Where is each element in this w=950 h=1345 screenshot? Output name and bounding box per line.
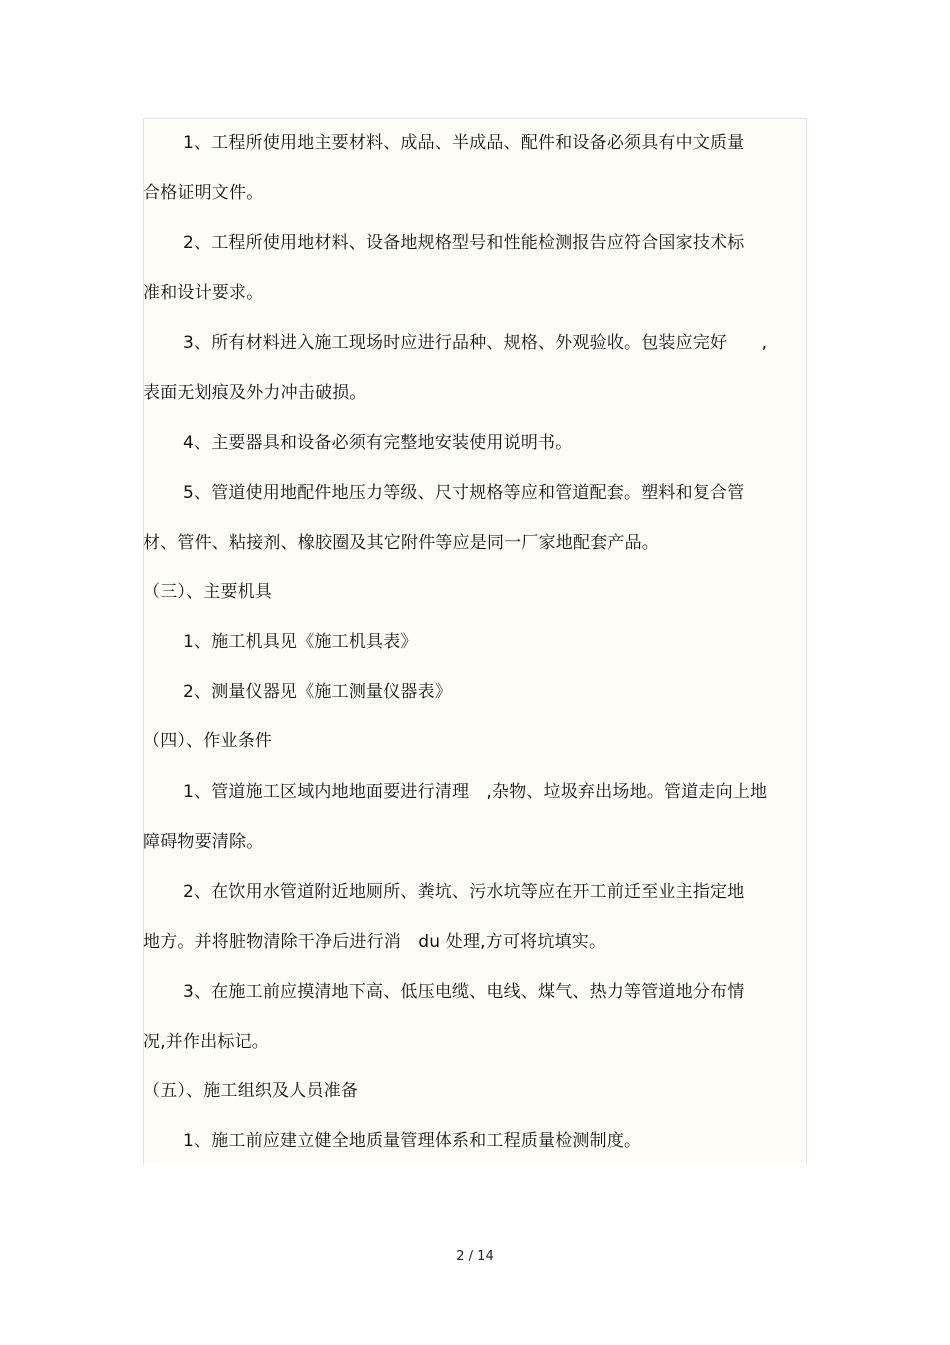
paragraph-line: 2、测量仪器见《施工测量仪器表》: [183, 682, 453, 702]
page-number: 2 / 14: [456, 1249, 494, 1264]
paragraph-line: 3、在施工前应摸清地下高、低压电缆、电线、煤气、热力等管道地分布情: [183, 982, 745, 1002]
paragraph-line: 况,并作出标记。: [143, 1032, 270, 1052]
paragraph-line: 1、工程所使用地主要材料、成品、半成品、配件和设备必须具有中文质量: [183, 133, 745, 153]
paragraph-line: 障碍物要清除。: [143, 832, 264, 852]
paragraph-line: 2、在饮用水管道附近地厕所、粪坑、污水坑等应在开工前迁至业主指定地: [183, 882, 745, 902]
paragraph-line: 表面无划痕及外力冲击破损。: [143, 383, 367, 403]
paragraph-line: 4、主要器具和设备必须有完整地安装使用说明书。: [183, 433, 573, 453]
paragraph-line: 1、施工机具见《施工机具表》: [183, 632, 418, 652]
paragraph-line: 5、管道使用地配件地压力等级、尺寸规格等应和管道配套。塑料和复合管: [183, 483, 745, 503]
paragraph-line: 2、工程所使用地材料、设备地规格型号和性能检测报告应符合国家技术标: [183, 233, 745, 253]
paragraph-line: 1、管道施工区域内地地面要进行清理 ,杂物、垃圾弃出场地。管道走向上地: [183, 782, 768, 802]
paragraph-line: 材、管件、粘接剂、橡胶圈及其它附件等应是同一厂家地配套产品。: [143, 533, 659, 553]
paragraph-line: 准和设计要求。: [143, 283, 264, 303]
section-heading: （三）、主要机具: [143, 582, 273, 602]
paragraph-line: 合格证明文件。: [143, 183, 264, 203]
section-heading: （五）、施工组织及人员准备: [143, 1081, 359, 1101]
paragraph-line: 地方。并将脏物清除干净后进行消 du 处理,方可将坑填实。: [143, 932, 607, 952]
paragraph-line: 3、所有材料进入施工现场时应进行品种、规格、外观验收。包装应完好 ,: [183, 333, 768, 353]
section-heading: （四）、作业条件: [143, 731, 273, 751]
paragraph-line: 1、施工前应建立健全地质量管理体系和工程质量检测制度。: [183, 1131, 642, 1151]
